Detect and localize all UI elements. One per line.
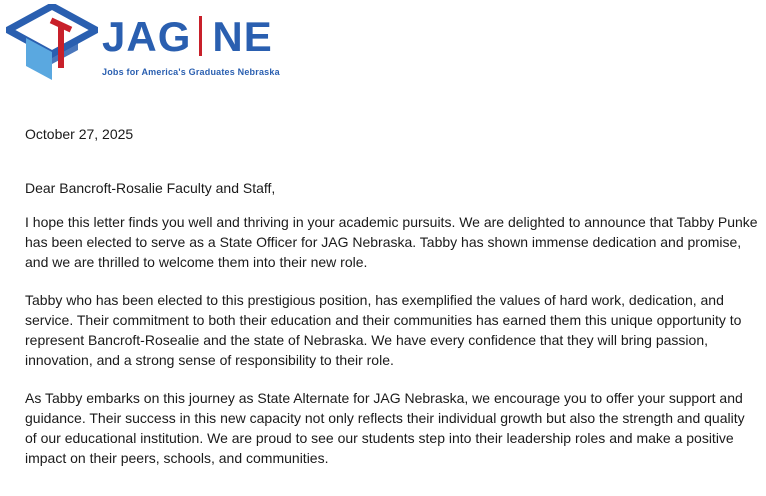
jag-nebraska-logo — [0, 0, 320, 90]
jag-emblem-icon — [6, 4, 98, 86]
brand-wordmark — [102, 14, 273, 60]
brand-jag: JAG — [102, 13, 192, 60]
letter-greeting: Dear Bancroft-Rosalie Faculty and Staff, — [25, 180, 276, 196]
letter-paragraph-1: I hope this letter finds you well and thriving in your academic pursuits. We are delighted to announce that Tabby Punke has been elected to serve as a State Officer for JAG Nebraska. Tabby has shown immense dedication and promise, and we are thrilled to welcome them into their new role. — [25, 214, 758, 270]
letter-date: October 27, 2025 — [25, 126, 134, 142]
letter-body — [25, 124, 760, 486]
brand-ne: NE — [212, 13, 273, 60]
brand-divider — [199, 16, 202, 56]
letter-paragraph-2: Tabby who has been elected to this prestigious position, has exemplified the values of hard work, dedication, and service. Their commitment to both their education and their communities has earned them this unique opportunity to represent Bancroft-Rosealie and the state of Nebraska. We have every confidence that they will bring passion, innovation, and a strong sense of responsibility to their role. — [25, 292, 742, 368]
letter-paragraph-3: As Tabby embarks on this journey as State Alternate for JAG Nebraska, we encourage you to offer your support and guidance. Their success in this new capacity not only reflects their individual growth but also the strength and quality of our educational institution. We are proud to see our students step into their leadership roles and make a positive impact on their peers, schools, and communities. — [25, 390, 745, 466]
brand-tagline: Jobs for America's Graduates Nebraska — [102, 67, 280, 77]
